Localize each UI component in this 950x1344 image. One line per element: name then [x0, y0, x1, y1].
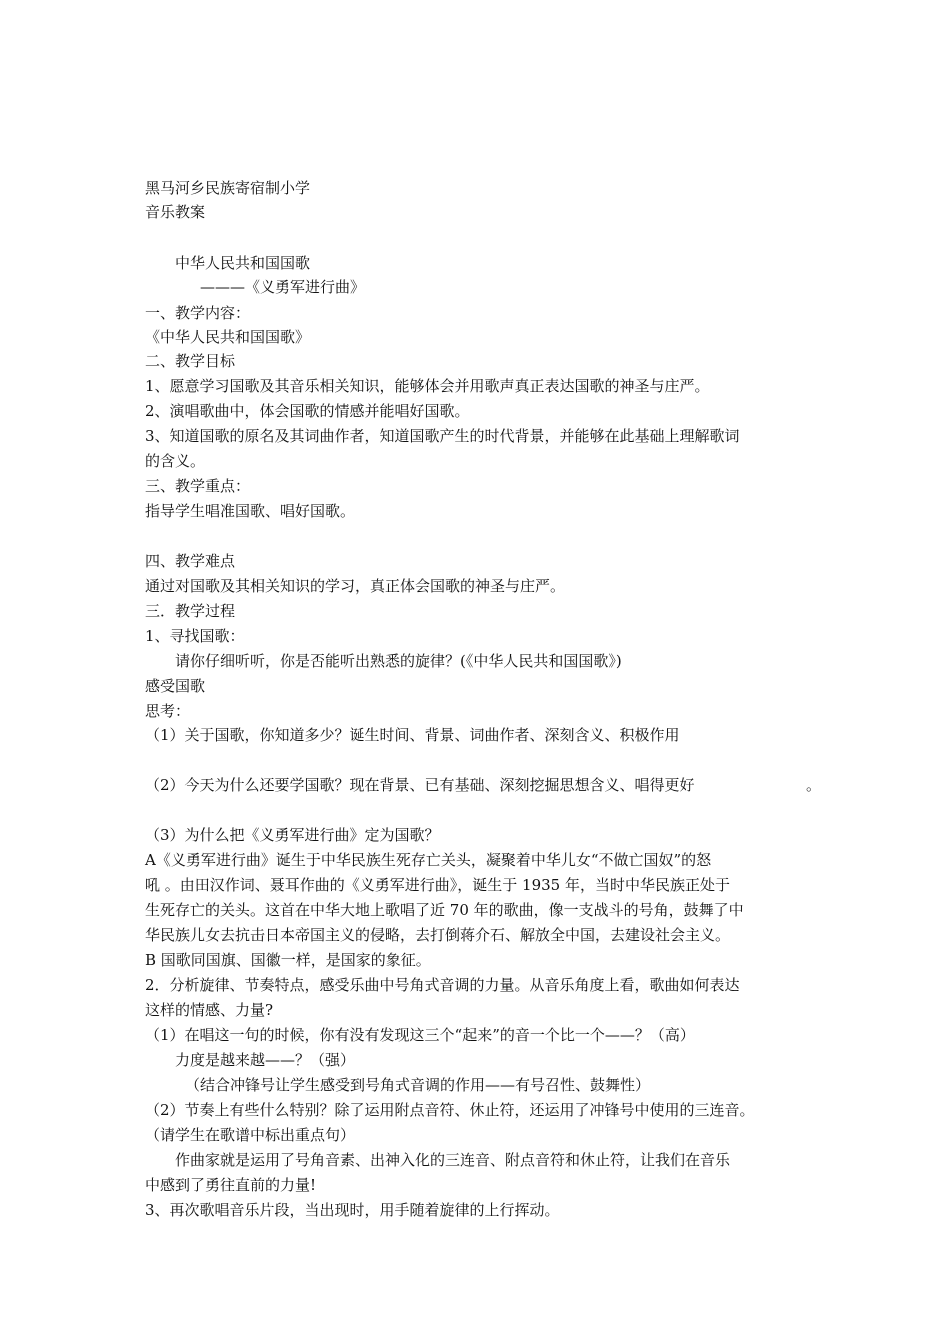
goal-2: 2、演唱歌曲中，体会国歌的情感并能唱好国歌。: [145, 402, 470, 420]
step-2-line-1: 2．分析旋律、节奏特点，感受乐曲中号角式音调的力量。从音乐角度上看，歌曲如何表达: [145, 976, 740, 994]
composer-line-1: 作曲家就是运用了号角音素、出神入化的三连音、附点音符和休止符，让我们在音乐: [175, 1151, 731, 1169]
think-label: 思考：: [145, 702, 191, 720]
process-heading: 三．教学过程: [145, 602, 236, 620]
step-2-question-2: （2）节奏上有些什么特别？除了运用附点音符、休止符，还运用了冲锋号中使用的三连音。: [145, 1101, 755, 1119]
goals-heading: 二、教学目标: [145, 352, 236, 370]
goal-3-line-1: 3、知道国歌的原名及其词曲作者，知道国歌产生的时代背景，并能够在此基础上理解歌词: [145, 427, 740, 445]
key-text: 指导学生唱准国歌、唱好国歌。: [145, 502, 356, 520]
difficulty-text: 通过对国歌及其相关知识的学习，真正体会国歌的神圣与庄严。: [145, 577, 566, 595]
answer-a-line-1: A《义勇军进行曲》诞生于中华民族生死存亡关头，凝聚着中华儿女“不做亡国奴”的怒: [145, 851, 712, 869]
answer-b: B 国歌同国旗、国徽一样，是国家的象征。: [145, 951, 431, 969]
question-1: （1）关于国歌，你知道多少？诞生时间、背景、词曲作者、深刻含义、积极作用: [145, 726, 680, 744]
step-1-prompt: 请你仔细听听，你是否能听出熟悉的旋律？(《中华人民共和国国歌》): [175, 652, 622, 670]
school-name: 黑马河乡民族寄宿制小学: [145, 179, 311, 197]
lesson-subtitle: ———《义勇军进行曲》: [200, 278, 366, 296]
step-2-question-1: （1）在唱这一句的时候，你有没有发现这三个“起来”的音一个比一个——？（高）: [145, 1026, 695, 1044]
step-1: 1、寻找国歌：: [145, 627, 245, 645]
question-2: （2）今天为什么还要学国歌？现在背景、已有基础、深刻挖掘思想含义、唱得更好: [145, 776, 695, 794]
step-2-question-1b: 力度是越来越——？（强）: [175, 1051, 356, 1069]
lesson-title: 中华人民共和国国歌: [175, 254, 311, 272]
step-2-question-1c: （结合冲锋号让学生感受到号角式音调的作用——有号召性、鼓舞性）: [185, 1076, 651, 1094]
question-3: （3）为什么把《义勇军进行曲》定为国歌？: [145, 826, 440, 844]
goal-1: 1、愿意学习国歌及其音乐相关知识，能够体会并用歌声真正表达国歌的神圣与庄严。: [145, 377, 710, 395]
key-heading: 三、教学重点：: [145, 477, 251, 495]
step-2-question-2b: （请学生在歌谱中标出重点句）: [145, 1126, 356, 1144]
goal-3-line-2: 的含义。: [145, 452, 206, 470]
answer-a-line-4: 华民族儿女去抗击日本帝国主义的侵略，去打倒蒋介石、解放全中国，去建设社会主义。: [145, 926, 731, 944]
answer-a-line-3: 生死存亡的关头。这首在中华大地上歌唱了近 70 年的歌曲，像一支战斗的号角，鼓舞了中: [145, 901, 744, 919]
content-heading: 一、教学内容：: [145, 304, 251, 322]
doc-type: 音乐教案: [145, 203, 206, 221]
question-2-end: 。: [806, 776, 822, 794]
step-3: 3、再次歌唱音乐片段，当出现时，用手随着旋律的上行挥动。: [145, 1201, 560, 1219]
step-2-line-2: 这样的情感、力量?: [145, 1001, 274, 1019]
answer-a-line-2: 吼 。由田汉作词、聂耳作曲的《义勇军进行曲》，诞生于 1935 年，当时中华民族正处于: [145, 876, 730, 894]
difficulty-heading: 四、教学难点: [145, 552, 236, 570]
composer-line-2: 中感到了勇往直前的力量!: [145, 1176, 317, 1194]
content-text: 《中华人民共和国国歌》: [145, 328, 311, 346]
feel-anthem: 感受国歌: [145, 677, 206, 695]
